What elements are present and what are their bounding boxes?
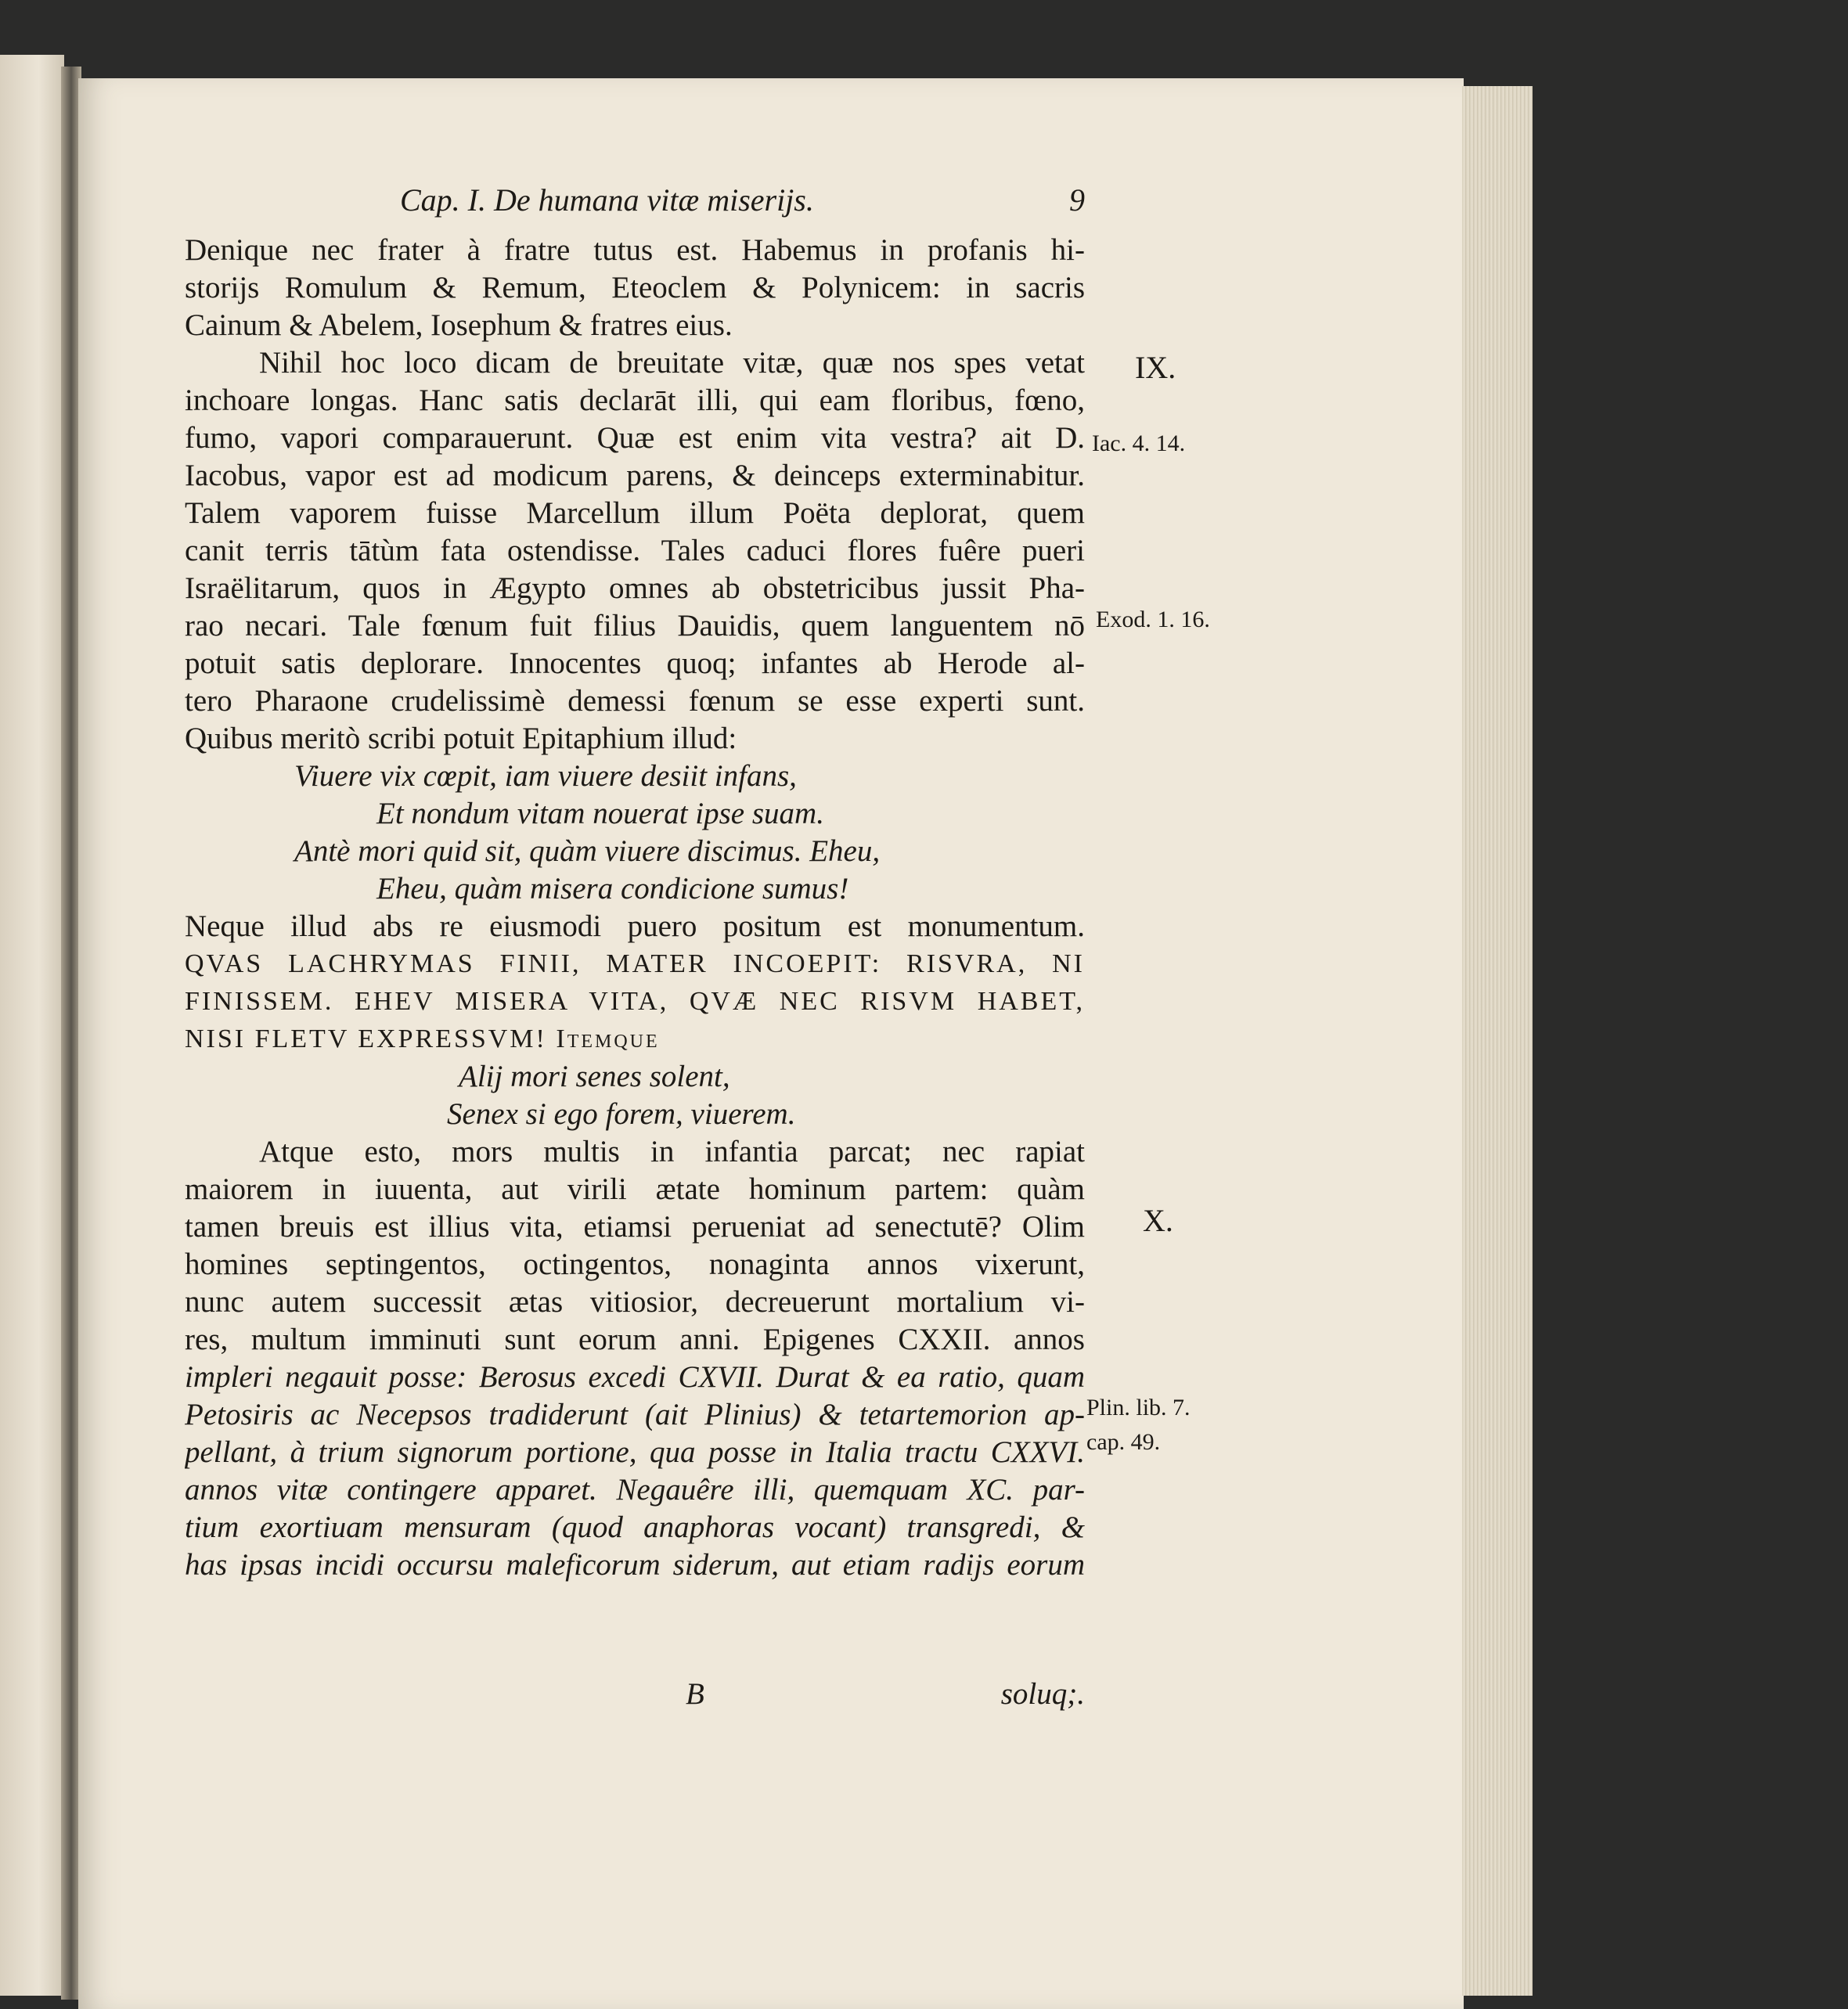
text-line: nunc autem successit ætas vitiosior, decreuerunt mortalium vi- <box>185 1285 1085 1319</box>
text-line: maiorem in iuuenta, aut virili ætate hominum partem: quàm <box>185 1172 1085 1206</box>
margin-reference: Iac. 4. 14. <box>1092 430 1186 456</box>
verse-line: Eheu, quàm misera condicione sumus! <box>376 872 849 905</box>
text-line: fumo, vapori comparauerunt. Quæ est enim vita vestra? ait D. <box>185 421 1085 455</box>
page-footer <box>185 1676 1085 1716</box>
text-line: homines septingentos, octingentos, nonaginta annos vixerunt, <box>185 1248 1085 1281</box>
verse-line: Alij mori senes solent, <box>459 1060 730 1093</box>
margin-section-number: IX. <box>1135 350 1176 385</box>
signature-mark: B <box>686 1677 704 1711</box>
text-line: tium exortiuam mensuram (quod anaphoras vocant) transgredi, & <box>185 1510 1085 1544</box>
margin-reference: cap. 49. <box>1086 1429 1161 1455</box>
text-line: inchoare longas. Hanc satis declarāt illi, qui eam floribus, fœno, <box>185 383 1085 417</box>
verse-line: Antè mori quid sit, quàm viuere discimus. Eheu, <box>294 834 881 868</box>
text-line: Atque esto, mors multis in infantia parcat; nec rapiat <box>259 1135 1085 1168</box>
text-line: canit terris tātùm fata ostendisse. Tales caduci flores fuêre pueri <box>185 534 1085 567</box>
inscription-line: NISI FLETV EXPRESSVM! Itemque <box>185 1024 660 1053</box>
text-line: Talem vaporem fuisse Marcellum illum Poëta deplorat, quem <box>185 496 1085 530</box>
left-page-edge <box>0 55 64 1996</box>
catchword: soluq;. <box>1000 1677 1085 1711</box>
text-line: Quibus meritò scribi potuit Epitaphium illud: <box>185 722 737 755</box>
text-line: Petosiris ac Necepsos tradiderunt (ait Plinius) & tetartemorion ap- <box>185 1398 1085 1431</box>
text-line: tero Pharaone crudelissimè demessi fœnum se esse experti sunt. <box>185 684 1085 718</box>
verse-line: Et nondum vitam nouerat ipse suam. <box>376 797 824 830</box>
margin-reference: Plin. lib. 7. <box>1086 1395 1191 1420</box>
page-fore-edge <box>1462 86 1533 1996</box>
verse-line: Viuere vix cœpit, iam viuere desiit infans, <box>294 759 797 793</box>
text-line: rao necari. Tale fœnum fuit filius Dauidis, quem languentem nō <box>185 609 1085 643</box>
text-line: Neque illud abs re eiusmodi puero positum est monumentum. <box>185 909 1085 943</box>
margin-section-number: X. <box>1143 1203 1173 1238</box>
text-line: has ipsas incidi occursu maleficorum siderum, aut etiam radijs eorum <box>185 1548 1085 1582</box>
text-line: Cainum & Abelem, Iosephum & fratres eius. <box>185 308 733 342</box>
text-line: annos vitæ contingere apparet. Negauêre illi, quemquam XC. par- <box>185 1473 1085 1507</box>
margin-reference: Exod. 1. 16. <box>1096 607 1210 632</box>
text-line: Nihil hoc loco dicam de breuitate vitæ, quæ nos spes vetat <box>259 346 1085 380</box>
text-line: Denique nec frater à fratre tutus est. Habemus in profanis hi- <box>185 233 1085 267</box>
page-number: 9 <box>1069 182 1085 218</box>
text-line: tamen breuis est illius vita, etiamsi perueniat ad senectutē? Olim <box>185 1210 1085 1244</box>
text-line: Iacobus, vapor est ad modicum parens, & deinceps exterminabitur. <box>185 459 1085 492</box>
text-line: Israëlitarum, quos in Ægypto omnes ab obstetricibus jussit Pha- <box>185 571 1085 605</box>
text-line: impleri negauit posse: Berosus excedi CXVII. Durat & ea ratio, quam <box>185 1360 1085 1394</box>
body-text <box>185 232 1085 1584</box>
text-line: storijs Romulum & Remum, Eteoclem & Polynicem: in sacris <box>185 271 1085 304</box>
running-header <box>185 182 1085 229</box>
text-line: res, multum imminuti sunt eorum anni. Epigenes CXXII. annos <box>185 1323 1085 1356</box>
text-line: pellant, à trium signorum portione, qua posse in Italia tractu CXXVI. <box>185 1435 1085 1469</box>
inscription-line: FINISSEM. EHEV MISERA VITA, QVÆ NEC RISVM HABET, <box>185 987 1085 1016</box>
running-title: Cap. I. De humana vitæ miserijs. <box>400 182 814 218</box>
verse-line: Senex si ego forem, viuerem. <box>447 1097 796 1131</box>
text-line: potuit satis deplorare. Innocentes quoq; infantes ab Herode al- <box>185 646 1085 680</box>
inscription-line: QVAS LACHRYMAS FINII, MATER INCOEPIT: RISVRA, NI <box>185 949 1085 978</box>
